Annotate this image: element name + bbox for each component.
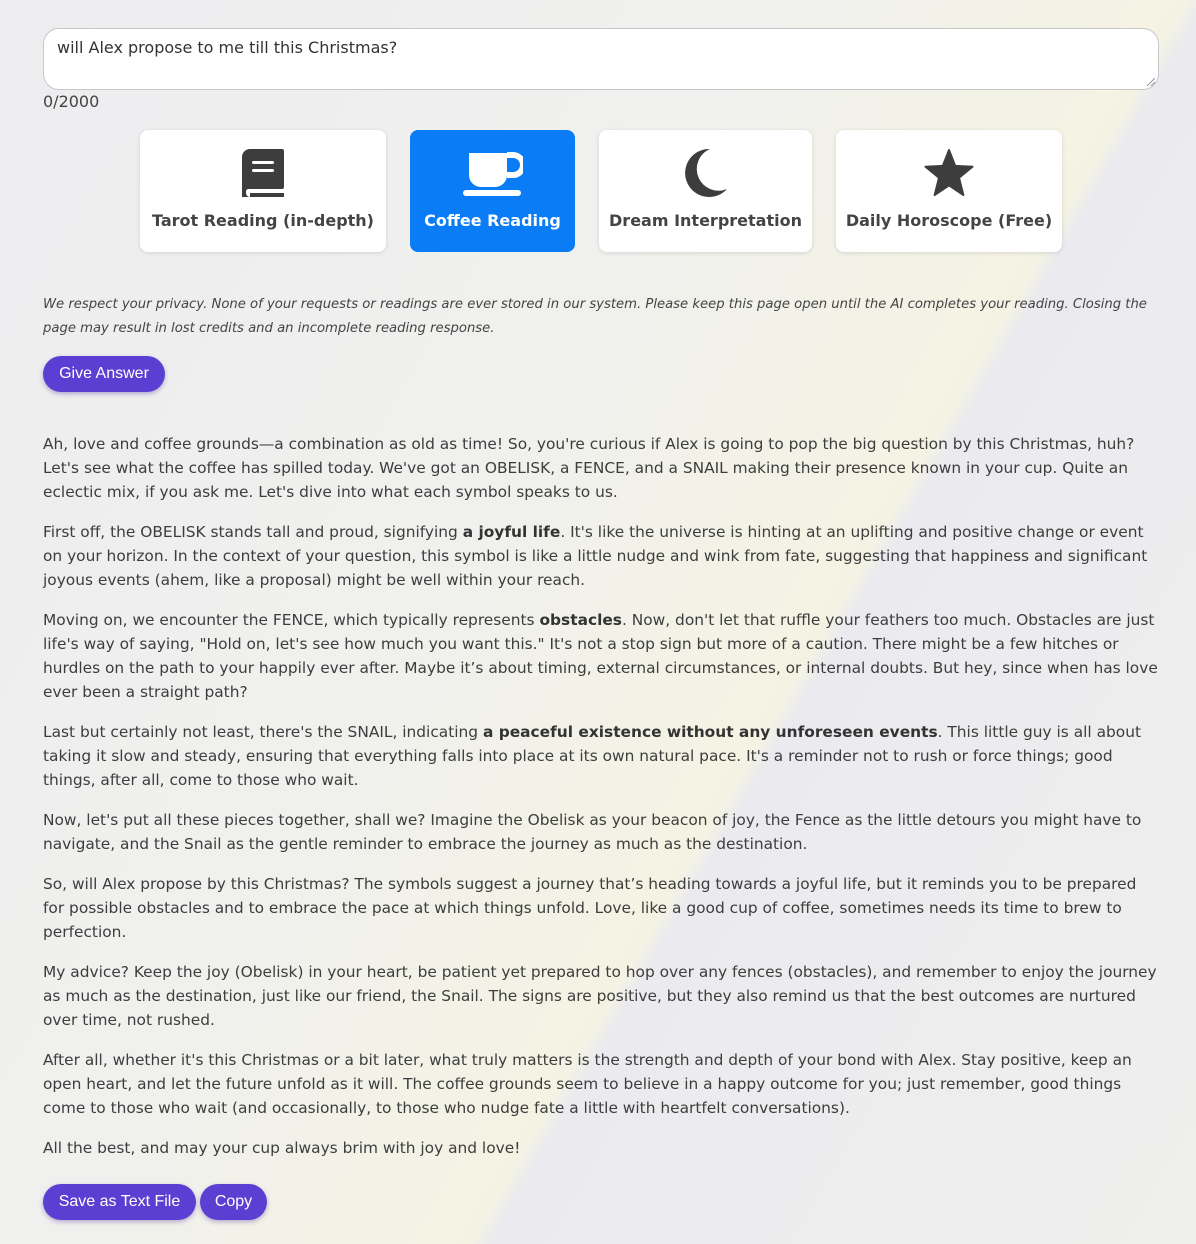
answer-paragraph: First off, the OBELISK stands tall and proud, signifying a joyful life. It's like the universe is hinting at an uplifting and positive change or event on your horizon. In the context of your question, this symbol is like a little nudge and wink from fate, suggesting that happiness and significant joyous events (ahem, like a proposal) might be well within your reach.	[43, 523, 1148, 589]
question-text: will Alex propose to me till this Christmas?	[57, 38, 398, 57]
moon-icon	[683, 149, 729, 197]
reading-result	[43, 432, 1159, 1176]
answer-paragraph: Now, let's put all these pieces together, shall we? Imagine the Obelisk as your beacon of joy, the Fence as the little detours you might have to navigate, and the Snail as the gentle reminder to embrace the journey as much as the destination.	[43, 811, 1142, 853]
reading-type-label: Dream Interpretation	[609, 211, 802, 230]
answer-paragraph: My advice? Keep the joy (Obelisk) in your heart, be patient yet prepared to hop over any fences (obstacles), and remember to enjoy the journey as much as the destination, just like our friend, the Snail. The signs are positive, but they also remind us that the best outcomes are nurtured over time, not rushed.	[43, 963, 1157, 1029]
answer-paragraph: All the best, and may your cup always brim with joy and love!	[43, 1139, 521, 1157]
reading-type-horoscope[interactable]	[836, 130, 1062, 252]
answer-paragraph: Ah, love and coffee grounds—a combination as old as time! So, you're curious if Alex is going to pop the big question by this Christmas, huh? Let's see what the coffee has spilled today. We've got an OBELISK, a FENCE, and a SNAIL making their presence known in your cup. Quite an eclectic mix, if you ask me. Let's dive into what each symbol speaks to us.	[43, 435, 1135, 501]
reading-type-label: Daily Horoscope (Free)	[845, 211, 1053, 230]
copy-button[interactable]: Copy	[200, 1184, 267, 1220]
coffee-cup-icon	[463, 149, 523, 197]
answer-paragraph: So, will Alex propose by this Christmas? The symbols suggest a journey that’s heading towards a joyful life, but it reminds you to be prepared for possible obstacles and to embrace the pace at which things unfold. Love, like a good cup of coffee, sometimes needs its time to brew to perfection.	[43, 875, 1137, 941]
reading-type-tarot[interactable]	[140, 130, 386, 252]
reading-type-dream[interactable]	[599, 130, 812, 252]
book-icon	[242, 149, 284, 197]
save-as-text-file-button[interactable]: Save as Text File	[43, 1184, 196, 1220]
star-icon	[923, 149, 975, 197]
reading-type-label: Tarot Reading (in-depth)	[151, 211, 374, 230]
answer-paragraph: Last but certainly not least, there's the SNAIL, indicating a peaceful existence without any unforeseen events. This little guy is all about taking it slow and steady, ensuring that everything falls into place at its own natural pace. It's a reminder not to rush or force things; good things, after all, come to those who wait.	[43, 723, 1141, 789]
character-counter: 0/2000	[43, 92, 100, 111]
give-answer-button[interactable]: Give Answer	[43, 356, 165, 392]
privacy-notice: We respect your privacy. None of your requests or readings are ever stored in our system. Please keep this page open until the AI completes your reading. Closing the page may result in lost credits and an incomplete reading response.	[43, 297, 1147, 336]
resize-handle[interactable]	[1147, 78, 1155, 86]
question-textarea[interactable]	[43, 28, 1159, 90]
reading-type-label: Coffee Reading	[424, 211, 561, 230]
answer-paragraph: After all, whether it's this Christmas or a bit later, what truly matters is the strength and depth of your bond with Alex. Stay positive, keep an open heart, and let the future unfold as it will. The coffee grounds seem to believe in a happy outcome for you; just remember, good things come to those who wait (and occasionally, to those who nudge fate a little with heartfelt conversations).	[43, 1051, 1132, 1117]
reading-type-coffee[interactable]	[410, 130, 575, 252]
answer-paragraph: Moving on, we encounter the FENCE, which typically represents obstacles. Now, don't let that ruffle your feathers too much. Obstacles are just life's way of saying, "Hold on, let's see how much you want this." It's not a stop sign but more of a caution. There might be a few hitches or hurdles on the path to your happily ever after. Maybe it’s about timing, external circumstances, or internal doubts. But hey, since when has love ever been a straight path?	[43, 611, 1158, 701]
